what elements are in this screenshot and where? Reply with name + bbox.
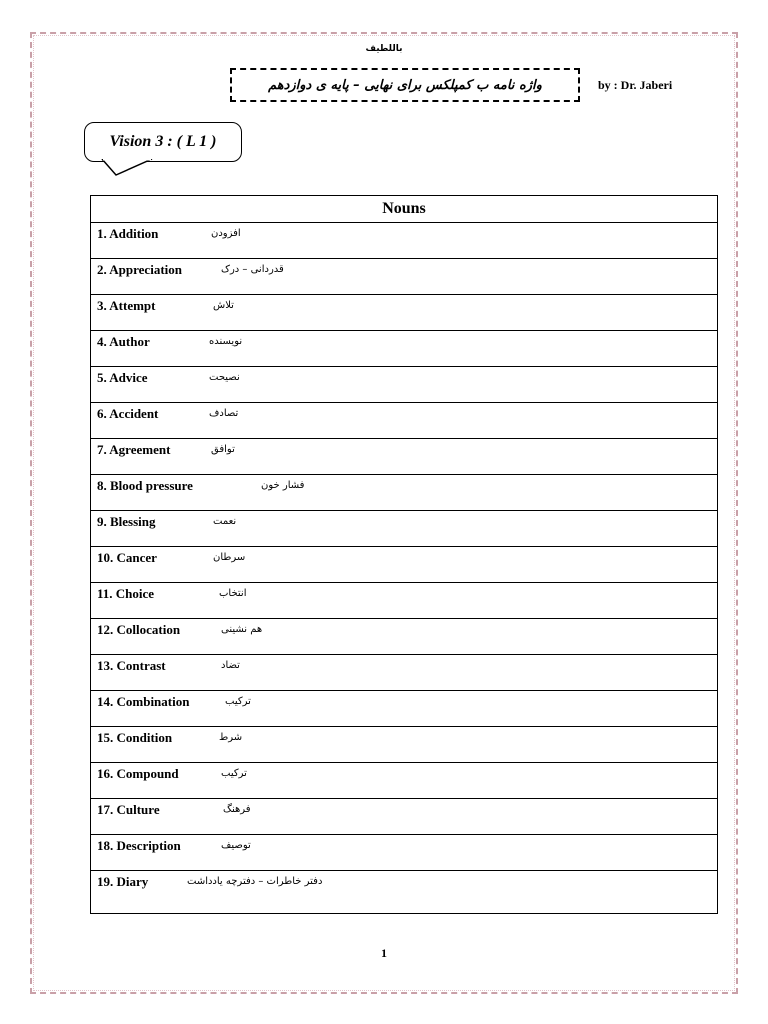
table-row (91, 835, 718, 871)
table-cell (91, 583, 718, 619)
table-cell (91, 367, 718, 403)
table-row (91, 403, 718, 439)
english-term: 14. Combination (97, 694, 190, 709)
english-term: 8. Blood pressure (97, 478, 193, 493)
english-term: 15. Condition (97, 730, 173, 745)
english-term: 17. Culture (97, 802, 160, 817)
table-cell (91, 835, 718, 871)
english-term: 7. Agreement (97, 442, 171, 457)
table-cell (91, 871, 718, 914)
persian-translation: توافق (211, 444, 235, 455)
persian-translation: افزودن (211, 228, 241, 239)
table-row (91, 259, 718, 295)
vocabulary-rows (91, 223, 718, 914)
english-term: 9. Blessing (97, 514, 156, 529)
author-credit: by : Dr. Jaberi (598, 78, 673, 92)
persian-translation: توصیف (221, 840, 251, 851)
table-row (91, 367, 718, 403)
table-cell (91, 295, 718, 331)
table-row (91, 691, 718, 727)
persian-translation: انتخاب (219, 588, 247, 599)
table-row (91, 619, 718, 655)
table-cell (91, 799, 718, 835)
table-row (91, 511, 718, 547)
persian-translation: سرطان (213, 552, 246, 563)
table-cell (91, 223, 718, 259)
persian-translation: تضاد (221, 660, 240, 671)
table-cell (91, 439, 718, 475)
page-number: 1 (381, 946, 387, 960)
table-row (91, 871, 718, 914)
vocabulary-table (90, 195, 718, 914)
table-row (91, 655, 718, 691)
table-cell (91, 475, 718, 511)
english-term: 11. Choice (97, 586, 155, 601)
table-cell (91, 763, 718, 799)
persian-translation: ترکیب (221, 768, 247, 779)
persian-translation: نویسنده (209, 336, 243, 347)
english-term: 6. Accident (97, 406, 159, 421)
table-cell (91, 331, 718, 367)
english-term: 12. Collocation (97, 622, 181, 637)
persian-translation: دفتر خاطرات – دفترچه یادداشت (187, 876, 323, 887)
table-cell (91, 655, 718, 691)
table-row (91, 475, 718, 511)
persian-translation: فشار خون (261, 480, 305, 491)
lesson-callout: Vision 3 : ( L 1 ) (84, 122, 242, 162)
table-cell (91, 547, 718, 583)
persian-translation: هم نشینی (221, 624, 263, 635)
persian-translation: فرهنگ (223, 804, 251, 815)
table-cell (91, 511, 718, 547)
persian-translation: تصادف (209, 408, 239, 419)
persian-translation: ترکیب (225, 696, 251, 707)
persian-translation: قدردانی – درک (221, 264, 284, 275)
table-row (91, 763, 718, 799)
document-title: واژه نامه ب کمپلکس برای نهایی – پایه ی دوازدهم (230, 68, 580, 102)
table-row (91, 583, 718, 619)
table-row (91, 439, 718, 475)
persian-translation: تلاش (213, 300, 234, 311)
table-cell (91, 619, 718, 655)
table-cell (91, 727, 718, 763)
table-cell (91, 691, 718, 727)
english-term: 16. Compound (97, 766, 179, 781)
english-term: 3. Attempt (97, 298, 156, 313)
table-row (91, 799, 718, 835)
english-term: 4. Author (97, 334, 150, 349)
english-term: 10. Cancer (97, 550, 157, 565)
english-term: 2. Appreciation (97, 262, 182, 277)
persian-translation: نعمت (213, 516, 237, 527)
table-row (91, 331, 718, 367)
callout-tail (100, 159, 160, 179)
table-heading: Nouns (91, 196, 718, 223)
table-cell (91, 403, 718, 439)
persian-translation: نصیحت (209, 372, 240, 383)
table-row (91, 223, 718, 259)
table-row (91, 547, 718, 583)
basmala: باللطیف (365, 44, 403, 54)
table-cell (91, 259, 718, 295)
persian-translation: شرط (219, 732, 243, 743)
english-term: 19. Diary (97, 874, 149, 889)
english-term: 1. Addition (97, 226, 159, 241)
table-row (91, 295, 718, 331)
english-term: 5. Advice (97, 370, 148, 385)
english-term: 13. Contrast (97, 658, 166, 673)
table-row (91, 727, 718, 763)
english-term: 18. Description (97, 838, 181, 853)
